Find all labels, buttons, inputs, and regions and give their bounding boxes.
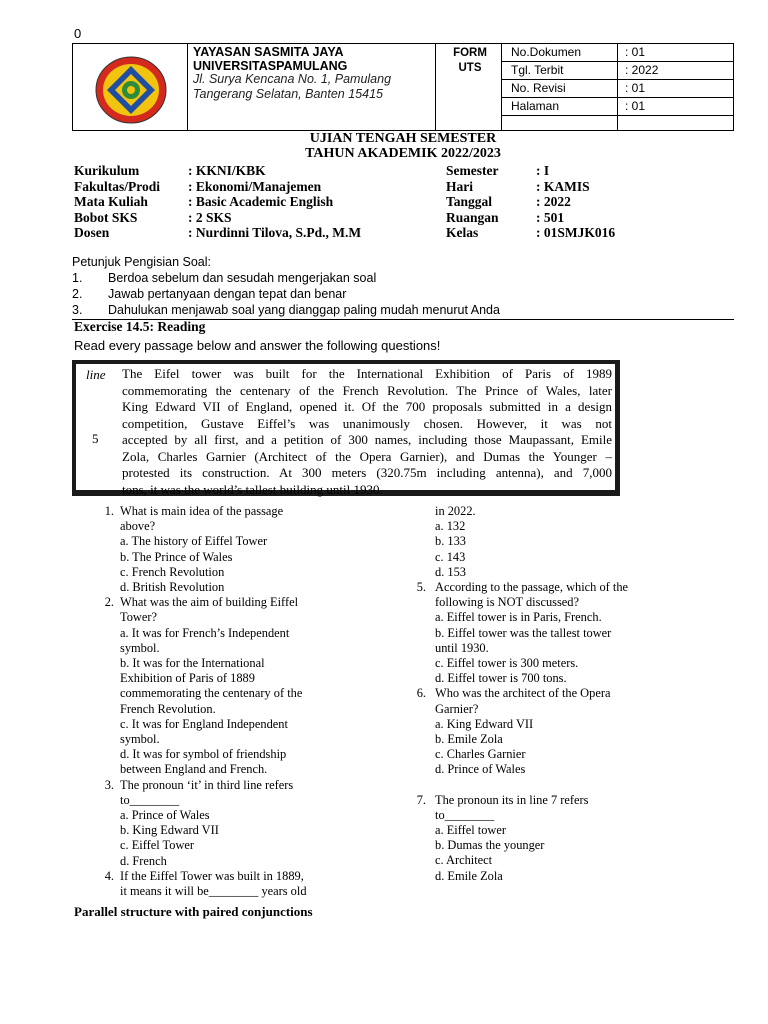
info-key: Dosen [74,225,110,240]
instruction-text: Jawab pertanyaan dengan tepat dan benar [108,287,347,301]
info-key: Mata Kuliah [74,194,148,209]
question-text: Who was the architect of the Opera [435,686,611,701]
meta-value: : 01 [625,45,646,59]
option: a. It was for French’s Independent [120,625,290,640]
meta-key: No. Revisi [511,81,566,95]
question-4 [96,869,345,899]
option: d. 153 [435,564,466,579]
question-text: Tower? [120,610,157,625]
exercise-instruction: Read every passage below and answer the following questions! [74,338,441,353]
question-number: 1. [104,504,114,518]
institution-name [193,45,347,73]
meta-key: No.Dokumen [511,45,582,59]
option: c. French Revolution [120,564,225,579]
question-7 [412,793,660,884]
question-text: in 2022. [435,504,476,518]
question-number: 5. [416,580,426,595]
info-key: Semester [446,163,499,178]
option: d. Eiffel tower is 700 tons. [435,671,567,686]
option: c. It was for England Independent [120,716,288,731]
option: b. Dumas the younger [435,838,545,853]
question-text: If the Eiffel Tower was built in 1889, [120,868,304,883]
question-text: The pronoun ‘it’ in third line refers [120,777,294,792]
meta-value: : 01 [625,81,646,95]
passage-line: The Eifel tower was built for the International Exhibition of Paris of 1989 [122,366,612,381]
info-key: Fakultas/Prodi [74,179,161,194]
info-value: : 2 SKS [188,210,232,225]
exercise-title: Exercise 14.5: Reading [74,319,206,334]
option: commemorating the centenary of the [120,686,303,701]
option: a. Eiffel tower is in Paris, French. [435,610,602,625]
option: c. Eiffel Tower [120,838,195,853]
passage-line: Zola, Charles Garnier (Architect of the Opera Garnier), and Dumas the Younger – [122,448,612,464]
option: d. British Revolution [120,580,225,595]
info-value: : Ekonomi/Manajemen [188,179,322,194]
question-6 [412,686,660,777]
option: a. Prince of Wales [120,808,210,823]
option: b. 133 [435,534,466,549]
academic-year: TAHUN AKADEMIK 2022/2023 [305,146,501,161]
option: a. 132 [435,519,466,534]
option: symbol. [120,640,160,655]
question-5 [412,580,660,686]
option: d. French [120,853,167,868]
question-text: According to the passage, which of the [435,580,629,595]
institution-line-2: UNIVERSITASPAMULANG [193,59,348,73]
form-line-2: UTS [458,62,482,74]
question-text: following is NOT discussed? [435,595,579,610]
form-label [451,46,489,76]
info-key: Ruangan [446,210,499,225]
address-line-2: Tangerang Selatan, Banten 15415 [193,87,383,101]
option: b. Emile Zola [435,732,503,747]
info-key: Hari [446,179,473,194]
questions-left-column [96,504,345,899]
option: c. Architect [435,853,493,868]
option: b. It was for the International [120,656,265,671]
passage-line: protested its construction. At 300 meters (320.75m including antenna), and 7,000 [122,465,612,480]
question-text: above? [120,519,156,534]
option: d. It was for symbol of friendship [120,747,287,762]
address-line-1: Jl. Surya Kencana No. 1, Pamulang [193,72,392,86]
passage-line: tons, it was the world’s tallest building until 1930. [122,481,383,497]
info-value: : 2022 [536,194,571,209]
question-2 [96,595,345,777]
line-label: line [86,367,106,382]
passage-line: commemorating the centenary of the French Revolution. The Prince of Wales, later [122,382,612,398]
instructions-title: Petunjuk Pengisian Soal: [72,255,211,269]
question-number: 2. [104,595,114,610]
option: c. 143 [435,549,466,564]
question-text: it means it will be________ years old [120,884,307,899]
info-key: Bobot SKS [74,210,138,225]
option: a. The history of Eiffel Tower [120,534,268,549]
info-key: Tanggal [446,194,493,209]
option: Exhibition of Paris of 1889 [120,671,255,686]
instruction-number: 2. [72,287,83,301]
question-text: What was the aim of building Eiffel [120,595,299,610]
passage-line: King Edward VII of England, opened it. Of the 700 proposals submitted in a design [122,399,612,414]
info-value: : Nurdinni Tilova, S.Pd., M.M [188,225,362,240]
info-value: : Basic Academic English [188,194,334,209]
instruction-number: 3. [72,303,83,317]
instruction-text: Dahulukan menjawab soal yang dianggap paling mudah menurut Anda [108,303,500,317]
info-value: : KKNI/KBK [188,163,266,178]
option: b. Eiffel tower was the tallest tower [435,625,612,640]
section-heading: Parallel structure with paired conjunctions [74,904,313,919]
passage-line: accepted by all first, and a petition of 300 names, including those Maupassant, Emile [122,432,612,447]
line-number: 5 [92,431,99,446]
university-logo [93,52,169,128]
meta-value: : 01 [625,99,646,113]
option: d. Prince of Wales [435,762,526,777]
info-value: : 501 [536,210,565,225]
info-value: : I [536,163,550,178]
option: b. King Edward VII [120,823,219,838]
question-text: What is main idea of the passage [120,504,284,518]
option: a. Eiffel tower [435,823,506,838]
option: until 1930. [435,640,489,655]
institution-address [193,72,391,102]
passage-line: competition, Gustave Eiffel’s was unanimously chosen. However, it was not [122,415,612,431]
question-text: Garnier? [435,701,479,716]
question-number: 3. [104,777,114,792]
document-header-table [72,43,734,131]
question-number: 7. [416,792,426,807]
page-number: 0 [74,26,82,41]
institution-line-1: YAYASAN SASMITA JAYA [193,45,344,59]
question-1 [96,504,345,595]
meta-value: : 2022 [625,63,659,77]
info-key: Kelas [446,225,479,240]
question-3 [96,778,345,869]
question-4-continuation [435,504,660,580]
option: a. King Edward VII [435,716,534,731]
option: b. The Prince of Wales [120,549,233,564]
question-text: to________ [120,792,180,807]
info-value: : 01SMJK016 [536,225,616,240]
info-value: : KAMIS [536,179,590,194]
question-text: to________ [435,807,495,822]
option: symbol. [120,732,160,747]
questions-right-column [412,504,660,884]
option: d. Emile Zola [435,868,503,883]
meta-key: Halaman [511,99,560,113]
question-number: 6. [416,686,426,701]
option: French Revolution. [120,701,216,716]
question-text: The pronoun its in line 7 refers [435,792,589,807]
passage-text [122,366,612,498]
option: c. Charles Garnier [435,747,526,762]
info-key: Kurikulum [74,163,140,178]
instruction-number: 1. [72,271,83,285]
option: between England and French. [120,762,268,777]
question-number: 4. [104,868,114,883]
option: c. Eiffel tower is 300 meters. [435,656,579,671]
instruction-text: Berdoa sebelum dan sesudah mengerjakan soal [108,271,377,285]
form-line-1: FORM [453,47,487,59]
exam-title: UJIAN TENGAH SEMESTER [309,131,497,146]
meta-key: Tgl. Terbit [511,63,564,77]
